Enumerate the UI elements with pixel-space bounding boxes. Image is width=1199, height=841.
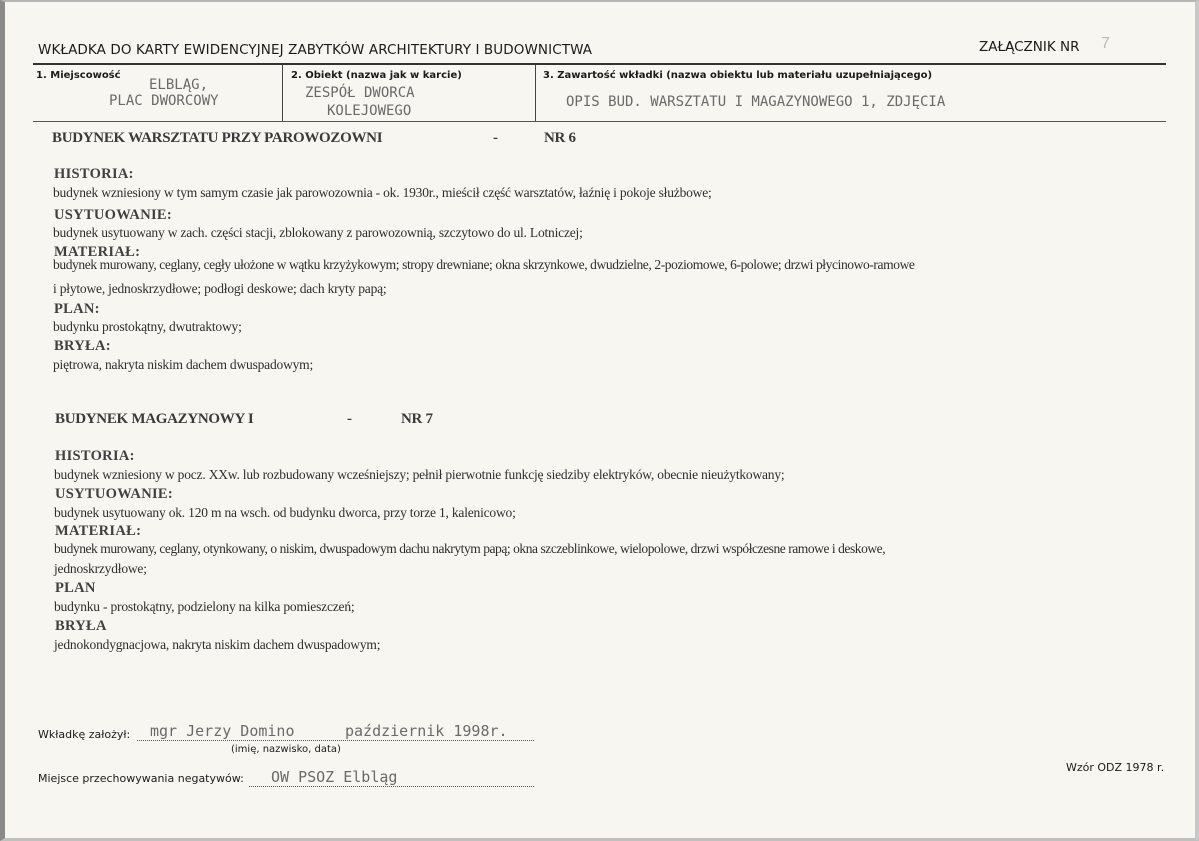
s1-plan-heading: PLAN: [54,301,100,317]
s2-material-text-2: jednoskrzydłowe; [54,561,147,576]
section-1-dash: - [493,130,498,146]
section-1-number: NR 6 [544,130,576,146]
storage-value: OW PSOZ Elbląg [271,768,398,786]
card-title: WKŁADKA DO KARTY EWIDENCYJNEJ ZABYTKÓW ARCHITEKTURY I BUDOWNICTWA [38,42,593,58]
s2-historia-text: budynek wzniesiony w pocz. XXw. lub rozbudowany wcześniejszy; pełnił pierwotnie funkcję siedziby elektryków, obecnie nieużytkowany; [54,467,785,482]
s2-usytuowanie-text: budynek usytuowany ok. 120 m na wsch. od budynku dworca, przy torze 1, kalenicowo; [54,505,516,520]
storage-dotted-line [249,786,534,787]
locality-label: 1. Miejscowość [36,70,121,81]
s1-material-text-2: i płytowe, jednoskrzydłowe; podłogi deskowe; dach kryty papą; [53,281,387,296]
object-label: 2. Obiekt (nazwa jak w karcie) [291,70,462,81]
date-value: październik 1998r. [345,722,508,740]
s2-bryla-text: jednokondygnacjowa, nakryta niskim dachem dwuspadowym; [54,637,381,652]
author-label: Wkładkę założył: [38,728,131,741]
s1-material-heading: MATERIAŁ: [54,244,141,260]
section-2-title: BUDYNEK MAGAZYNOWY I [55,411,254,427]
annex-label: ZAŁĄCZNIK NR [979,39,1080,55]
field-row-rule [33,121,1166,122]
storage-label: Miejsce przechowywania negatywów: [38,772,244,785]
locality-value-line1: ELBLĄG, [149,77,209,93]
annex-number: 7 [1101,35,1110,52]
header-rule [33,63,1166,65]
s1-plan-text: budynku prostokątny, dwutraktowy; [53,319,242,334]
object-value-line1: ZESPÓŁ DWORCA [305,85,415,101]
s1-usytuowanie-text: budynek usytuowany w zach. części stacji, zblokowany z parowozownią, szczytowo do ul. Lotniczej; [53,225,583,240]
s2-material-heading: MATERIAŁ: [55,523,142,539]
content-label: 3. Zawartość wkładki (nazwa obiektu lub materiału uzupełniającego) [543,70,933,81]
form-template-label: Wzór ODZ 1978 r. [1066,761,1165,774]
s1-bryla-heading: BRYŁA: [54,338,111,354]
s2-bryla-heading: BRYŁA [55,618,107,634]
s2-usytuowanie-heading: USYTUOWANIE: [55,486,174,502]
s2-plan-heading: PLAN [55,580,96,596]
section-2-number: NR 7 [401,411,433,427]
s2-historia-heading: HISTORIA: [55,448,135,464]
s2-material-text-1: budynek murowany, ceglany, otynkowany, o niskim, dwuspadowym dachu nakrytym papą; okna szczeblinkowe, wielopolowe, drzwi współczesne ramowe i deskowe, [54,541,886,556]
s1-material-text-1: budynek murowany, ceglany, cegły ułożone w wątku krzyżykowym; stropy drewniane; okna skrzynkowe, dwudzielne, 2-poziomowe, 6-polowe; drzwi płycinowo-ramowe [53,257,915,272]
s1-bryla-text: piętrowa, nakryta niskim dachem dwuspadowym; [53,357,314,372]
author-value: mgr Jerzy Domino [150,722,295,740]
field-divider-1 [282,65,283,122]
content-value: OPIS BUD. WARSZTATU I MAGAZYNOWEGO 1, ZDJĘCIA [566,94,946,110]
author-caption: (imię, nazwisko, data) [231,744,341,755]
section-1-title: BUDYNEK WARSZTATU PRZY PAROWOZOWNI [52,130,383,146]
s1-historia-heading: HISTORIA: [54,166,134,182]
s1-usytuowanie-heading: USYTUOWANIE: [54,207,173,223]
section-2-dash: - [347,411,352,427]
field-divider-2 [535,65,536,122]
author-dotted-line [137,740,534,741]
s2-plan-text: budynku - prostokątny, podzielony na kilka pomieszczeń; [54,599,355,614]
object-value-line2: KOLEJOWEGO [327,103,412,119]
s1-historia-text: budynek wzniesiony w tym samym czasie jak parowozownia - ok. 1930r., mieścił część warsztatów, łaźnię i pokoje służbowe; [53,185,712,200]
locality-value-line2: PLAC DWORCOWY [109,93,219,109]
